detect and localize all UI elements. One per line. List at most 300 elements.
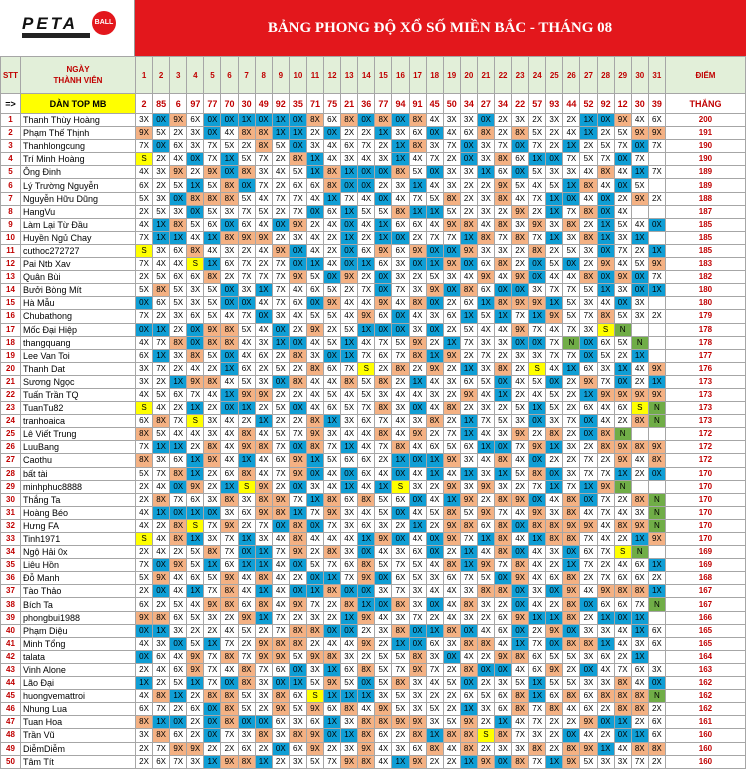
row-cell: 9X	[512, 611, 529, 624]
table-row[interactable]	[1, 323, 746, 336]
row-cell: 3X	[580, 677, 597, 690]
row-cell: 8X	[392, 624, 409, 637]
row-cell: 4X	[529, 598, 546, 611]
row-cell: 6X	[289, 179, 306, 192]
row-cell	[648, 153, 665, 166]
row-cell: 1X	[187, 585, 204, 598]
row-cell: 4X	[529, 546, 546, 559]
row-cell: 0X	[529, 415, 546, 428]
row-score: 185	[665, 218, 745, 231]
row-cell: 4X	[170, 572, 187, 585]
table-row[interactable]	[1, 559, 746, 572]
table-row[interactable]	[1, 441, 746, 454]
row-name[interactable]: huongvemattroi	[21, 690, 136, 703]
row-cell: 8X	[221, 336, 238, 349]
row-cell: 7X	[597, 546, 614, 559]
row-cell: 8X	[631, 585, 648, 598]
row-cell: 1X	[204, 755, 221, 768]
row-cell: 0X	[255, 716, 272, 729]
logo[interactable]	[0, 0, 135, 56]
table-row[interactable]	[1, 127, 746, 140]
row-cell: 0X	[512, 624, 529, 637]
row-cell	[648, 323, 665, 336]
row-name[interactable]: Tào Thảo	[21, 585, 136, 598]
row-cell: 5X	[477, 375, 494, 388]
table-row[interactable]	[1, 703, 746, 716]
row-name[interactable]: Ông Đinh	[21, 166, 136, 179]
row-cell: 0X	[477, 663, 494, 676]
row-score: 170	[665, 506, 745, 519]
table-row[interactable]	[1, 166, 746, 179]
row-cell: 6X	[358, 519, 375, 532]
row-cell: 7X	[477, 349, 494, 362]
row-cell: 4X	[306, 388, 323, 401]
row-cell: 4X	[306, 402, 323, 415]
row-score: 191	[665, 127, 745, 140]
row-cell: 7X	[529, 323, 546, 336]
row-name[interactable]: Tuan Hoa	[21, 716, 136, 729]
row-cell: 6X	[153, 755, 170, 768]
row-cell: 6X	[392, 572, 409, 585]
table-row[interactable]	[1, 192, 746, 205]
row-cell: 1X	[392, 637, 409, 650]
row-cell: 8X	[255, 441, 272, 454]
row-cell: 0X	[358, 114, 375, 127]
row-stt: 44	[1, 677, 21, 690]
row-cell: 5X	[238, 323, 255, 336]
row-cell: 8X	[255, 729, 272, 742]
row-name[interactable]: Lee Van Toi	[21, 349, 136, 362]
row-cell: 4X	[221, 441, 238, 454]
row-cell: 4X	[170, 650, 187, 663]
table-row[interactable]	[1, 388, 746, 401]
row-cell: 8X	[580, 205, 597, 218]
row-cell: 8X	[614, 703, 631, 716]
row-cell: 1X	[409, 375, 426, 388]
row-cell: 2X	[153, 519, 170, 532]
row-score: 164	[665, 650, 745, 663]
top-number: 52	[580, 94, 597, 114]
row-cell: 3X	[460, 114, 477, 127]
row-name[interactable]: bất tài	[21, 467, 136, 480]
table-row[interactable]	[1, 506, 746, 519]
row-cell: 8X	[494, 519, 511, 532]
row-cell: 5X	[563, 297, 580, 310]
row-cell: 4X	[529, 388, 546, 401]
row-name[interactable]: Huyền Ngủ Chay	[21, 231, 136, 244]
row-cell: 4X	[580, 585, 597, 598]
row-cell: 0X	[597, 271, 614, 284]
row-cell: 2X	[272, 388, 289, 401]
row-cell: 9X	[631, 192, 648, 205]
row-cell: 9X	[289, 546, 306, 559]
row-cell: 9X	[512, 428, 529, 441]
table-row[interactable]	[1, 114, 746, 127]
row-stt: 27	[1, 454, 21, 467]
row-cell: 3X	[546, 114, 563, 127]
row-cell: 7X	[460, 336, 477, 349]
row-cell: 3X	[153, 244, 170, 257]
row-name[interactable]: Hưng FA	[21, 519, 136, 532]
row-name[interactable]: Pai Ntb Xav	[21, 258, 136, 271]
row-cell: 4X	[546, 323, 563, 336]
row-name[interactable]: Mốc Đại Hiệp	[21, 323, 136, 336]
row-cell: 7X	[204, 677, 221, 690]
row-name[interactable]: Phạm Thế Thịnh	[21, 127, 136, 140]
row-cell: 3X	[255, 336, 272, 349]
row-name[interactable]: Làm Lại Từ Đầu	[21, 218, 136, 231]
row-cell: 0X	[460, 140, 477, 153]
row-cell: 5X	[460, 323, 477, 336]
row-cell: 2X	[443, 153, 460, 166]
row-name[interactable]: Quân Bùi	[21, 271, 136, 284]
header-day: 19	[443, 57, 460, 94]
row-cell: 9X	[426, 362, 443, 375]
row-cell: 9X	[648, 258, 665, 271]
row-name[interactable]: phongbui1988	[21, 611, 136, 624]
row-name[interactable]: Chubathong	[21, 310, 136, 323]
row-stt: 12	[1, 258, 21, 271]
row-name[interactable]: Nhung Lua	[21, 703, 136, 716]
row-name[interactable]: Tâm Tít	[21, 755, 136, 768]
table-row[interactable]	[1, 244, 746, 257]
table-row[interactable]	[1, 375, 746, 388]
row-name[interactable]: Ngộ Hải 0x	[21, 546, 136, 559]
row-cell: 4X	[272, 166, 289, 179]
top-number: 44	[563, 94, 580, 114]
row-cell: 6X	[358, 454, 375, 467]
table-row[interactable]	[1, 663, 746, 676]
table-row[interactable]	[1, 755, 746, 768]
row-cell: 7X	[597, 153, 614, 166]
row-cell: 2X	[289, 362, 306, 375]
row-cell: 8X	[136, 716, 153, 729]
row-name[interactable]: Sương Ngọc	[21, 375, 136, 388]
row-cell: 2X	[460, 349, 477, 362]
row-cell: 3X	[477, 703, 494, 716]
top-number: 45	[426, 94, 443, 114]
row-cell: 4X	[306, 231, 323, 244]
row-name[interactable]: Lê Viết Trung	[21, 428, 136, 441]
table-row[interactable]	[1, 677, 746, 690]
row-cell: 9X	[494, 650, 511, 663]
row-cell: 6X	[443, 572, 460, 585]
row-cell: 5X	[238, 703, 255, 716]
row-name[interactable]: Thanhlongcung	[21, 140, 136, 153]
row-cell: 6X	[187, 310, 204, 323]
header-day: 17	[409, 57, 426, 94]
row-cell: 8X	[494, 585, 511, 598]
table-row[interactable]	[1, 205, 746, 218]
row-cell: 3X	[597, 755, 614, 768]
row-cell: 2X	[204, 742, 221, 755]
row-cell: 8X	[631, 742, 648, 755]
row-cell: 8X	[324, 493, 341, 506]
row-cell: 2X	[631, 467, 648, 480]
row-cell: 1X	[255, 415, 272, 428]
table-row[interactable]	[1, 231, 746, 244]
row-cell: 0X	[204, 114, 221, 127]
row-name[interactable]: minhphuc8888	[21, 480, 136, 493]
top-label: DÀN TOP MB	[21, 94, 136, 114]
row-name[interactable]: Liêu Hồn	[21, 559, 136, 572]
row-cell: 6X	[170, 388, 187, 401]
row-cell: 8X	[529, 244, 546, 257]
row-name[interactable]: talata	[21, 650, 136, 663]
header-day: 7	[238, 57, 255, 94]
table-row[interactable]	[1, 585, 746, 598]
table-row[interactable]	[1, 362, 746, 375]
row-cell: 3X	[409, 585, 426, 598]
row-name[interactable]: LuuBang	[21, 441, 136, 454]
row-cell: 9X	[358, 742, 375, 755]
row-cell: 2X	[477, 650, 494, 663]
row-cell: 4X	[580, 192, 597, 205]
row-name[interactable]: Nguyễn Hữu Dũng	[21, 192, 136, 205]
table-row[interactable]	[1, 624, 746, 637]
row-cell: S	[136, 153, 153, 166]
row-cell: 2X	[648, 572, 665, 585]
row-cell: 6X	[512, 153, 529, 166]
row-cell: 5X	[136, 572, 153, 585]
row-cell: 2X	[597, 559, 614, 572]
row-cell: 2X	[443, 546, 460, 559]
row-cell: 4X	[221, 310, 238, 323]
row-name[interactable]: Bích Ta	[21, 598, 136, 611]
row-score: 167	[665, 585, 745, 598]
row-cell: 4X	[341, 428, 358, 441]
row-name[interactable]: Minh Tổng	[21, 637, 136, 650]
row-stt: 16	[1, 310, 21, 323]
row-cell: 5X	[306, 677, 323, 690]
row-cell: 8X	[477, 637, 494, 650]
row-cell: 1X	[341, 611, 358, 624]
row-cell: 0X	[494, 755, 511, 768]
row-cell: 3X	[341, 415, 358, 428]
row-name[interactable]: Hoàng Béo	[21, 506, 136, 519]
header-day: 31	[648, 57, 665, 94]
row-cell: 3X	[136, 375, 153, 388]
row-cell: 6X	[306, 716, 323, 729]
row-name[interactable]: TuanTu82	[21, 402, 136, 415]
row-name[interactable]: Thanh Dat	[21, 362, 136, 375]
table-row[interactable]	[1, 310, 746, 323]
row-cell	[648, 480, 665, 493]
row-cell: 8X	[409, 650, 426, 663]
table-row[interactable]	[1, 533, 746, 546]
table-row[interactable]	[1, 611, 746, 624]
row-cell: 8X	[546, 533, 563, 546]
table-row[interactable]	[1, 218, 746, 231]
row-cell: 3X	[289, 231, 306, 244]
row-name[interactable]: Caothu	[21, 454, 136, 467]
row-cell: 0X	[306, 205, 323, 218]
row-cell: 7X	[289, 192, 306, 205]
table-row[interactable]	[1, 336, 746, 349]
table-row[interactable]	[1, 258, 746, 271]
row-cell: 2X	[546, 140, 563, 153]
row-name[interactable]: HangVu	[21, 205, 136, 218]
row-name[interactable]: Hà Mẫu	[21, 297, 136, 310]
row-name[interactable]: cuthoc272727	[21, 244, 136, 257]
row-cell: 5X	[631, 258, 648, 271]
row-cell: 6X	[580, 546, 597, 559]
row-cell: 3X	[546, 546, 563, 559]
row-cell: 0X	[238, 179, 255, 192]
table-row[interactable]	[1, 493, 746, 506]
row-cell: 3X	[546, 415, 563, 428]
table-row[interactable]	[1, 572, 746, 585]
table-row[interactable]	[1, 454, 746, 467]
row-name[interactable]: Vinh Alone	[21, 663, 136, 676]
row-cell: 0X	[341, 179, 358, 192]
row-cell: 1X	[392, 755, 409, 768]
row-cell: 5X	[187, 546, 204, 559]
row-cell: 8X	[255, 140, 272, 153]
table-row[interactable]	[1, 598, 746, 611]
table-row[interactable]	[1, 428, 746, 441]
top-number: 22	[512, 94, 529, 114]
row-cell: 9X	[443, 519, 460, 532]
row-cell: 8X	[563, 611, 580, 624]
row-cell: 8X	[443, 192, 460, 205]
row-cell: 8X	[512, 690, 529, 703]
row-cell: 4X	[255, 323, 272, 336]
row-name[interactable]: DiễmDiễm	[21, 742, 136, 755]
row-score: 173	[665, 388, 745, 401]
table-row[interactable]	[1, 716, 746, 729]
row-cell: 9X	[375, 297, 392, 310]
row-name[interactable]: Đỗ Manh	[21, 572, 136, 585]
row-cell: 7X	[546, 336, 563, 349]
row-cell: 2X	[580, 140, 597, 153]
table-row[interactable]	[1, 140, 746, 153]
row-cell: 6X	[648, 729, 665, 742]
row-cell: 4X	[409, 153, 426, 166]
row-cell: 8X	[358, 493, 375, 506]
row-cell: 0X	[238, 716, 255, 729]
row-cell: 6X	[341, 663, 358, 676]
row-cell: 5X	[358, 375, 375, 388]
row-cell: 6X	[272, 454, 289, 467]
row-cell: 7X	[221, 533, 238, 546]
table-row[interactable]	[1, 271, 746, 284]
row-cell: 2X	[204, 624, 221, 637]
table-row[interactable]	[1, 546, 746, 559]
row-name[interactable]: Phạm Diệu	[21, 624, 136, 637]
row-cell: 9X	[494, 179, 511, 192]
row-name[interactable]: Thắng Ta	[21, 493, 136, 506]
row-name[interactable]: Thanh Thùy Hoàng	[21, 114, 136, 127]
row-cell: 1X	[306, 493, 323, 506]
row-cell: 8X	[648, 454, 665, 467]
table-row[interactable]	[1, 519, 746, 532]
row-cell: 8X	[597, 166, 614, 179]
row-cell: 8X	[460, 637, 477, 650]
table-row[interactable]	[1, 153, 746, 166]
row-cell: 0X	[648, 218, 665, 231]
table-row[interactable]	[1, 284, 746, 297]
row-cell: 7X	[272, 441, 289, 454]
row-name[interactable]: Tinh1971	[21, 533, 136, 546]
table-row[interactable]	[1, 402, 746, 415]
row-cell: 4X	[324, 467, 341, 480]
row-cell: 9X	[512, 323, 529, 336]
row-name[interactable]: Bưởi Bòng Mít	[21, 284, 136, 297]
table-row[interactable]	[1, 415, 746, 428]
row-name[interactable]: Lão Đại	[21, 677, 136, 690]
row-name[interactable]: Tuấn Trần TQ	[21, 388, 136, 401]
row-cell: 1X	[153, 218, 170, 231]
row-cell: 6X	[306, 284, 323, 297]
row-score: 200	[665, 114, 745, 127]
row-cell: 5X	[153, 271, 170, 284]
row-cell: 8X	[563, 637, 580, 650]
row-cell: 7X	[204, 585, 221, 598]
row-cell: 9X	[443, 533, 460, 546]
row-cell: 7X	[153, 467, 170, 480]
row-cell: 9X	[255, 637, 272, 650]
table-row[interactable]	[1, 637, 746, 650]
table-row[interactable]	[1, 742, 746, 755]
row-cell: 0X	[204, 506, 221, 519]
row-cell: 0X	[648, 677, 665, 690]
row-cell: 3X	[409, 703, 426, 716]
table-row[interactable]	[1, 179, 746, 192]
table-row[interactable]	[1, 650, 746, 663]
table-row[interactable]	[1, 467, 746, 480]
row-cell: 7X	[187, 388, 204, 401]
row-cell: 4X	[358, 441, 375, 454]
row-cell: 1X	[460, 310, 477, 323]
row-cell: 8X	[580, 231, 597, 244]
row-cell: 1X	[580, 127, 597, 140]
row-cell: 9X	[341, 755, 358, 768]
table-row[interactable]	[1, 690, 746, 703]
row-cell: 1X	[546, 297, 563, 310]
table-row[interactable]	[1, 480, 746, 493]
table-row[interactable]	[1, 729, 746, 742]
row-cell: 8X	[426, 742, 443, 755]
row-cell: 1X	[255, 755, 272, 768]
table-row[interactable]	[1, 349, 746, 362]
row-cell: 7X	[255, 179, 272, 192]
table-row[interactable]	[1, 297, 746, 310]
row-cell: 7X	[494, 506, 511, 519]
row-cell: 2X	[494, 114, 511, 127]
row-name[interactable]: thangquang	[21, 336, 136, 349]
row-name[interactable]: tranhoaica	[21, 415, 136, 428]
row-cell: 1X	[597, 742, 614, 755]
row-cell: 6X	[187, 271, 204, 284]
row-cell: 1X	[221, 388, 238, 401]
row-cell: 0X	[460, 153, 477, 166]
row-cell: 0X	[580, 598, 597, 611]
row-cell: 2X	[614, 192, 631, 205]
row-score: 163	[665, 663, 745, 676]
row-name[interactable]: Lý Trường Nguyễn	[21, 179, 136, 192]
row-cell: 6X	[460, 127, 477, 140]
row-cell: 4X	[341, 388, 358, 401]
row-cell: 2X	[306, 218, 323, 231]
row-name[interactable]: Trần Vũ	[21, 729, 136, 742]
row-cell: 3X	[426, 388, 443, 401]
row-cell: 6X	[392, 493, 409, 506]
row-cell: 4X	[136, 336, 153, 349]
row-name[interactable]: Trí Minh Hoàng	[21, 153, 136, 166]
row-cell: 1X	[153, 716, 170, 729]
row-cell: 4X	[392, 428, 409, 441]
